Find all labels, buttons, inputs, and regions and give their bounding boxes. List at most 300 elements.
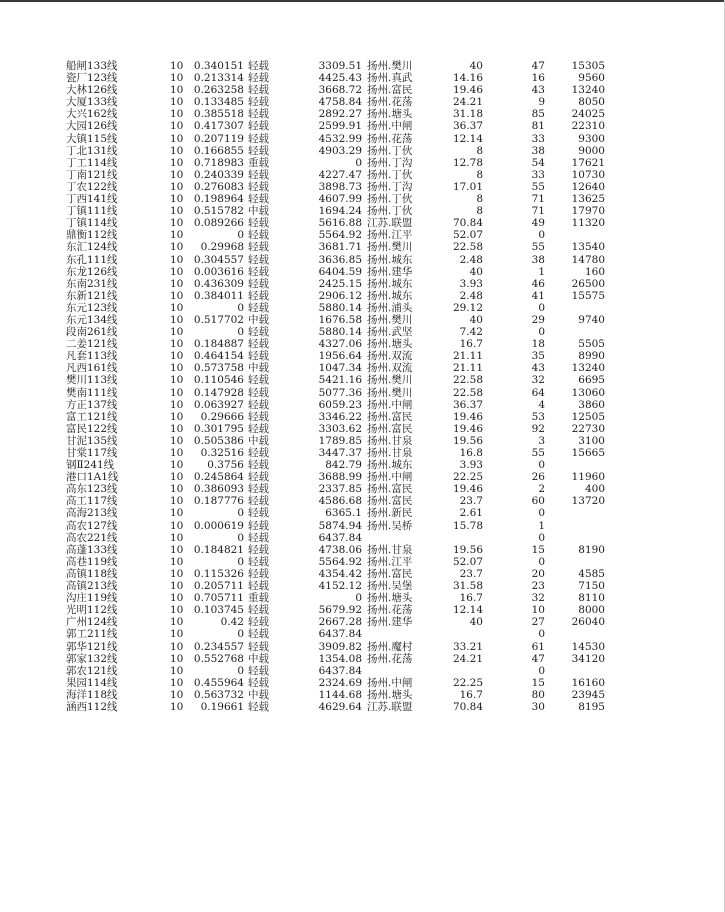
capacity-kva-cell: 15305 [571,60,605,72]
distance-cell: 16.7 [459,592,483,605]
voltage-level-cell: 10 [170,265,184,278]
load-status-cell: 中载 [248,434,269,447]
capacity-kva-cell: 14780 [571,253,605,266]
load-status-cell: 轻载 [248,531,269,544]
distance-cell: 33.21 [452,640,483,653]
user-count-cell: 53 [531,410,545,423]
substation-cell: 扬州.富民 [367,495,413,508]
table-row [0,290,725,302]
substation-cell: 扬州.甘泉 [367,543,413,556]
user-count-cell: 71 [531,205,545,218]
substation-cell: 扬州.建华 [367,616,413,629]
capacity-kva-cell: 9740 [578,313,605,326]
distance-cell: 52.07 [452,229,483,242]
line-name-cell: 凡西161线 [66,362,118,375]
table-row [0,423,725,435]
voltage-level-cell: 10 [170,241,184,254]
distance-cell: 52.07 [452,555,483,568]
load-status-cell: 轻载 [248,580,269,593]
substation-cell: 扬州.江平 [367,229,413,242]
user-count-cell: 92 [531,422,545,435]
line-name-cell: 东孔111线 [66,253,118,266]
distance-cell: 36.37 [452,398,483,411]
table-row [0,254,725,266]
capacity-kva-cell: 22310 [571,120,605,133]
voltage-level-cell: 10 [170,180,184,193]
load-status-cell: 轻载 [248,507,269,520]
user-count-cell: 46 [531,277,545,290]
user-count-cell: 3 [538,434,545,447]
load-rate-cell: 0.42 [220,616,244,629]
line-name-cell: 高农127线 [66,519,118,532]
substation-cell: 扬州.城东 [367,289,413,302]
line-name-cell: 高巷119线 [66,555,118,568]
voltage-level-cell: 10 [170,350,184,363]
spare-capacity-cell: 3668.72 [318,84,362,97]
substation-cell: 扬州.城东 [367,253,413,266]
load-rate-cell: 0.205711 [193,580,244,593]
user-count-cell: 64 [531,386,545,399]
table-row [0,459,725,471]
distance-cell: 8 [476,144,483,157]
distance-cell: 12.78 [452,156,483,169]
voltage-level-cell: 10 [170,132,184,145]
line-name-cell: 东南231线 [66,277,118,290]
capacity-kva-cell: 16160 [571,676,605,689]
table-row [0,665,725,677]
line-name-cell: 东元123线 [66,301,118,314]
capacity-kva-cell: 13060 [571,386,605,399]
table-row [0,387,725,399]
line-name-cell: 樊南111线 [66,386,118,399]
distance-cell: 24.21 [452,652,483,665]
spare-capacity-cell: 2599.91 [318,120,362,133]
substation-cell: 扬州.花荡 [367,132,413,145]
substation-cell: 扬州.富民 [367,410,413,423]
load-rate-cell: 0.089266 [193,217,244,230]
load-status-cell: 轻载 [248,289,269,302]
load-rate-cell: 0.19661 [200,700,244,713]
table-row [0,145,725,157]
load-rate-cell: 0 [237,555,244,568]
substation-cell: 扬州.花荡 [367,96,413,109]
user-count-cell: 43 [531,362,545,375]
substation-cell: 扬州.塘头 [367,338,413,351]
user-count-cell: 26 [531,471,545,484]
user-count-cell: 18 [531,338,545,351]
load-rate-cell: 0.417307 [193,120,244,133]
load-rate-cell: 0.245864 [193,471,244,484]
distance-cell: 31.58 [452,580,483,593]
capacity-kva-cell: 5505 [578,338,605,351]
spare-capacity-cell: 6365.1 [325,507,362,520]
capacity-kva-cell: 9000 [578,144,605,157]
user-count-cell: 1 [538,265,545,278]
spare-capacity-cell: 4903.29 [318,144,362,157]
capacity-kva-cell: 10730 [571,168,605,181]
line-name-cell: 丁南121线 [66,168,118,181]
voltage-level-cell: 10 [170,193,184,206]
load-rate-cell: 0.198964 [193,193,244,206]
spare-capacity-cell: 1956.64 [318,350,362,363]
spare-capacity-cell: 6437.84 [318,664,362,677]
substation-cell: 扬州.城东 [367,277,413,290]
line-name-cell: 富工121线 [66,410,118,423]
user-count-cell: 0 [538,459,545,472]
voltage-level-cell: 10 [170,580,184,593]
load-rate-cell: 0.464154 [193,350,244,363]
user-count-cell: 23 [531,580,545,593]
load-rate-cell: 0.563732 [193,688,244,701]
line-name-cell: 东新121线 [66,289,118,302]
spare-capacity-cell: 3346.22 [318,410,362,423]
spare-capacity-cell: 4354.42 [318,567,362,580]
table-row [0,157,725,169]
user-count-cell: 47 [531,652,545,665]
load-status-cell: 轻载 [248,410,269,423]
user-count-cell: 27 [531,616,545,629]
load-rate-cell: 0 [237,531,244,544]
voltage-level-cell: 10 [170,688,184,701]
capacity-kva-cell: 8190 [578,543,605,556]
user-count-cell: 30 [531,700,545,713]
capacity-kva-cell: 160 [584,265,605,278]
user-count-cell: 49 [531,217,545,230]
line-name-cell: 樊川113线 [66,374,118,387]
load-status-cell: 轻载 [248,628,269,641]
table-row [0,120,725,132]
user-count-cell: 29 [531,313,545,326]
distance-cell: 12.14 [452,132,483,145]
voltage-level-cell: 10 [170,108,184,121]
distance-cell: 24.21 [452,96,483,109]
voltage-level-cell: 10 [170,410,184,423]
distance-cell: 12.14 [452,604,483,617]
substation-cell: 扬州.花荡 [367,604,413,617]
voltage-level-cell: 10 [170,652,184,665]
voltage-level-cell: 10 [170,168,184,181]
line-name-cell: 丁镇111线 [66,205,118,218]
load-rate-cell: 0.240339 [193,168,244,181]
voltage-level-cell: 10 [170,483,184,496]
load-status-cell: 轻载 [248,277,269,290]
user-count-cell: 35 [531,350,545,363]
table-row [0,411,725,423]
load-rate-cell: 0 [237,507,244,520]
table-row [0,217,725,229]
distance-cell: 23.7 [459,567,483,580]
load-status-cell: 轻载 [248,664,269,677]
load-status-cell: 轻载 [248,350,269,363]
user-count-cell: 0 [538,326,545,339]
user-count-cell: 0 [538,628,545,641]
voltage-level-cell: 10 [170,84,184,97]
distance-cell: 17.01 [452,180,483,193]
table-row [0,592,725,604]
spare-capacity-cell: 2425.15 [318,277,362,290]
user-count-cell: 20 [531,567,545,580]
capacity-kva-cell: 15575 [571,289,605,302]
voltage-level-cell: 10 [170,459,184,472]
capacity-kva-cell: 22730 [571,422,605,435]
spare-capacity-cell: 4227.47 [318,168,362,181]
load-status-cell: 轻载 [248,72,269,85]
distance-cell: 3.93 [459,459,483,472]
capacity-kva-cell: 3860 [578,398,605,411]
load-rate-cell: 0.718983 [193,156,244,169]
load-status-cell: 轻载 [248,567,269,580]
table-row [0,72,725,84]
substation-cell: 扬州.樊川 [367,313,413,326]
window-top-border [0,0,725,2]
substation-cell: 扬州.中闸 [367,120,413,133]
spare-capacity-cell: 5874.94 [318,519,362,532]
voltage-level-cell: 10 [170,362,184,375]
substation-cell: 扬州.中闸 [367,676,413,689]
load-status-cell: 轻载 [248,120,269,133]
load-status-cell: 中载 [248,652,269,665]
load-status-cell: 轻载 [248,338,269,351]
table-row [0,447,725,459]
spare-capacity-cell: 1354.08 [318,652,362,665]
table-row [0,374,725,386]
voltage-level-cell: 10 [170,289,184,302]
spare-capacity-cell: 5880.14 [318,301,362,314]
user-count-cell: 0 [538,531,545,544]
table-row [0,520,725,532]
line-name-cell: 果园114线 [66,676,118,689]
load-rate-cell: 0.103745 [193,604,244,617]
spare-capacity-cell: 842.79 [325,459,362,472]
voltage-level-cell: 10 [170,640,184,653]
substation-cell: 扬州.塘头 [367,688,413,701]
line-load-table [0,60,725,713]
distance-cell: 16.8 [459,447,483,459]
line-name-cell: 高镇118线 [66,567,118,580]
capacity-kva-cell: 26500 [571,277,605,290]
line-name-cell: 郭华121线 [66,640,118,653]
load-rate-cell: 0 [237,326,244,339]
distance-cell: 3.93 [459,277,483,290]
table-row [0,435,725,447]
substation-cell: 扬州.樊川 [367,374,413,387]
voltage-level-cell: 10 [170,386,184,399]
capacity-kva-cell: 8990 [578,350,605,363]
distance-cell: 40 [469,265,483,278]
user-count-cell: 33 [531,168,545,181]
load-status-cell: 轻载 [248,326,269,339]
table-row [0,60,725,72]
user-count-cell: 9 [538,96,545,109]
user-count-cell: 15 [531,676,545,689]
load-status-cell: 轻载 [248,84,269,97]
capacity-kva-cell: 23945 [571,688,605,701]
substation-cell: 扬州.樊川 [367,60,413,72]
table-row [0,507,725,519]
spare-capacity-cell: 4738.06 [318,543,362,556]
load-rate-cell: 0.263258 [193,84,244,97]
voltage-level-cell: 10 [170,229,184,242]
load-rate-cell: 0.29968 [200,241,244,254]
voltage-level-cell: 10 [170,495,184,508]
table-row [0,193,725,205]
voltage-level-cell: 10 [170,313,184,326]
distance-cell: 19.56 [452,543,483,556]
substation-cell: 扬州.建华 [367,265,413,278]
load-status-cell: 轻载 [248,483,269,496]
distance-cell: 2.61 [459,507,483,520]
substation-cell: 扬州.丁伙 [367,144,413,157]
load-rate-cell: 0.29666 [200,410,244,423]
capacity-kva-cell: 12640 [571,180,605,193]
user-count-cell: 38 [531,144,545,157]
distance-cell: 40 [469,313,483,326]
load-rate-cell: 0.301795 [193,422,244,435]
voltage-level-cell: 10 [170,301,184,314]
spare-capacity-cell: 2337.85 [318,483,362,496]
user-count-cell: 85 [531,108,545,121]
distance-cell: 22.25 [452,676,483,689]
table-row [0,495,725,507]
user-count-cell: 0 [538,664,545,677]
voltage-level-cell: 10 [170,531,184,544]
load-status-cell: 轻载 [248,422,269,435]
line-name-cell: 高镇213线 [66,580,118,593]
line-name-cell: 东龙126线 [66,265,118,278]
line-name-cell: 甘棠117线 [66,447,118,459]
table-row [0,532,725,544]
distance-cell: 70.84 [452,217,483,230]
substation-cell: 扬州.甘泉 [367,447,413,459]
load-status-cell: 轻载 [248,96,269,109]
spare-capacity-cell: 5616.88 [318,217,362,230]
capacity-kva-cell: 9300 [578,132,605,145]
load-status-cell: 轻载 [248,253,269,266]
voltage-level-cell: 10 [170,700,184,713]
table-row [0,84,725,96]
table-row [0,568,725,580]
user-count-cell: 16 [531,72,545,85]
table-row [0,580,725,592]
substation-cell: 扬州.双流 [367,362,413,375]
spare-capacity-cell: 3309.51 [318,60,362,72]
load-status-cell: 中载 [248,205,269,218]
load-status-cell: 轻载 [248,217,269,230]
capacity-kva-cell: 8050 [578,96,605,109]
load-rate-cell: 0.166855 [193,144,244,157]
load-status-cell: 轻载 [248,495,269,508]
capacity-kva-cell: 15665 [571,447,605,459]
load-rate-cell: 0.063927 [193,398,244,411]
spare-capacity-cell: 1789.85 [318,434,362,447]
voltage-level-cell: 10 [170,676,184,689]
load-status-cell: 轻载 [248,265,269,278]
load-rate-cell: 0.110546 [193,374,244,387]
user-count-cell: 60 [531,495,545,508]
table-row [0,350,725,362]
voltage-level-cell: 10 [170,217,184,230]
line-name-cell: 大镇115线 [66,132,118,145]
voltage-level-cell: 10 [170,326,184,339]
table-row [0,362,725,374]
load-rate-cell: 0.552768 [193,652,244,665]
substation-cell: 扬州.丁沟 [367,180,413,193]
substation-cell: 扬州.江平 [367,555,413,568]
voltage-level-cell: 10 [170,628,184,641]
distance-cell: 19.46 [452,410,483,423]
load-rate-cell: 0.340151 [193,60,244,72]
substation-cell: 扬州.塘头 [367,108,413,121]
voltage-level-cell: 10 [170,592,184,605]
voltage-level-cell: 10 [170,253,184,266]
load-status-cell: 轻载 [248,168,269,181]
voltage-level-cell: 10 [170,120,184,133]
load-status-cell: 轻载 [248,604,269,617]
user-count-cell: 55 [531,241,545,254]
distance-cell: 8 [476,168,483,181]
table-row [0,556,725,568]
line-name-cell: 光明112线 [66,604,118,617]
capacity-kva-cell: 13540 [571,241,605,254]
voltage-level-cell: 10 [170,96,184,109]
load-rate-cell: 0.573758 [193,362,244,375]
substation-cell: 扬州.樊川 [367,386,413,399]
distance-cell: 21.11 [452,350,483,363]
distance-cell: 19.46 [452,422,483,435]
distance-cell: 8 [476,193,483,206]
distance-cell: 19.56 [452,434,483,447]
line-name-cell: 船闸133线 [66,60,118,72]
spare-capacity-cell: 5564.92 [318,555,362,568]
table-row [0,701,725,713]
user-count-cell: 4 [538,398,545,411]
user-count-cell: 15 [531,543,545,556]
user-count-cell: 81 [531,120,545,133]
table-row [0,278,725,290]
capacity-kva-cell: 13240 [571,84,605,97]
spare-capacity-cell: 3909.82 [318,640,362,653]
line-name-cell: 大园126线 [66,120,118,133]
spare-capacity-cell: 0 [355,592,362,605]
voltage-level-cell: 10 [170,60,184,72]
load-rate-cell: 0.187776 [193,495,244,508]
line-name-cell: 段南261线 [66,326,118,339]
load-rate-cell: 0.000619 [193,519,244,532]
load-status-cell: 轻载 [248,386,269,399]
load-rate-cell: 0.213314 [193,72,244,85]
line-name-cell: 丁镇114线 [66,217,118,230]
substation-cell: 扬州.富民 [367,483,413,496]
spare-capacity-cell: 4532.99 [318,132,362,145]
load-rate-cell: 0.32516 [200,447,244,459]
user-count-cell: 71 [531,193,545,206]
voltage-level-cell: 10 [170,338,184,351]
line-name-cell: 东元134线 [66,313,118,326]
user-count-cell: 80 [531,688,545,701]
capacity-kva-cell: 26040 [571,616,605,629]
user-count-cell: 0 [538,301,545,314]
spare-capacity-cell: 4629.64 [318,700,362,713]
line-name-cell: 甘泥135线 [66,434,118,447]
voltage-level-cell: 10 [170,277,184,290]
distance-cell: 31.18 [452,108,483,121]
substation-cell: 扬州.城东 [367,459,413,472]
voltage-level-cell: 10 [170,398,184,411]
table-row [0,302,725,314]
user-count-cell: 47 [531,60,545,72]
load-rate-cell: 0.705711 [193,592,244,605]
user-count-cell: 38 [531,253,545,266]
